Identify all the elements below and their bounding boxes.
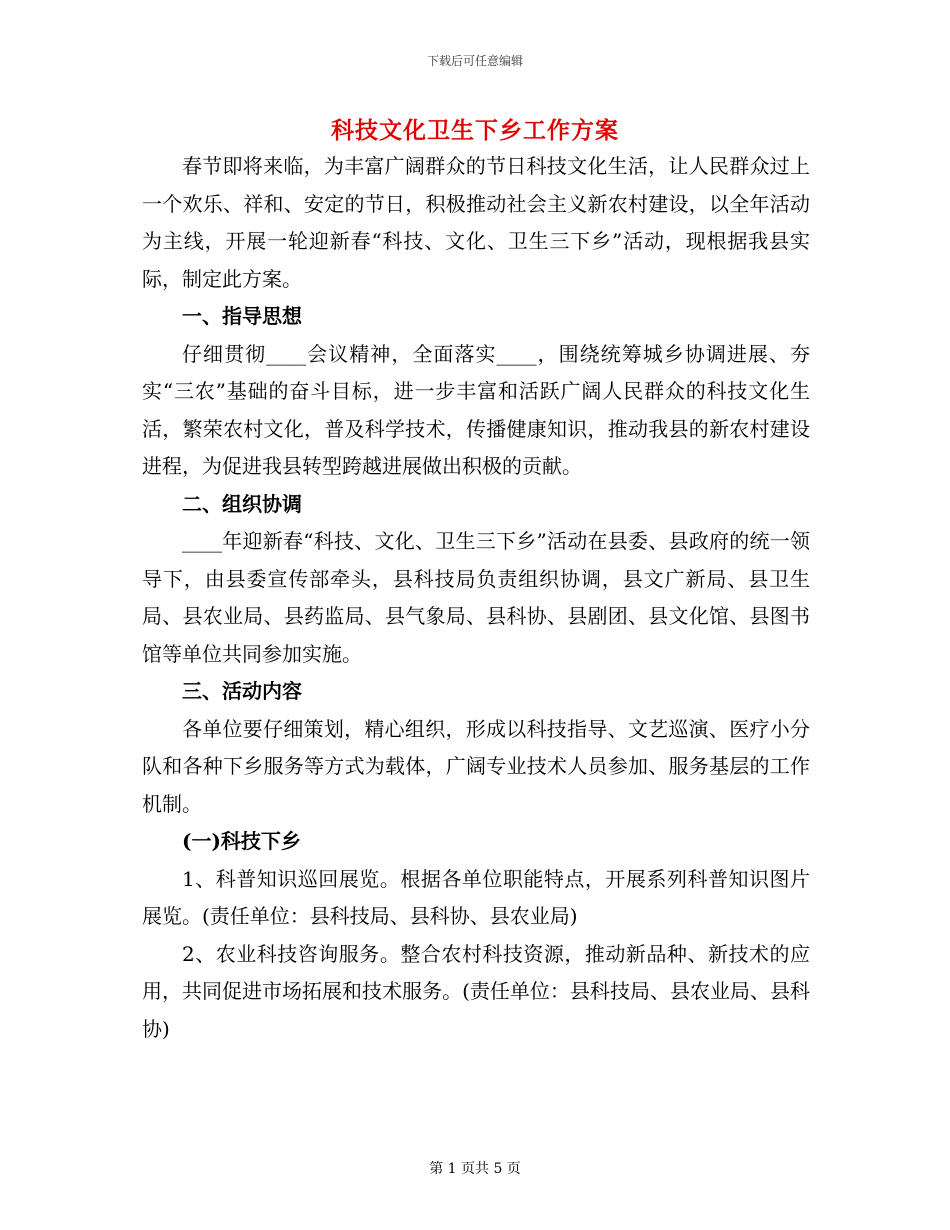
document-title: 科技文化卫生下乡工作方案 [331,117,619,144]
guiding-thought-paragraph: 仔细贯彻____会议精神，全面落实____，围绕统筹城乡协调进展、夯实“三农”基础的奋斗目标，进一步丰富和活跃广阔人民群众的科技文化生活，繁荣农村文化，普及科学技术，传播健康知识，推动我县的新农村建设进程，为促进我县转型跨越进展做出积极的贡献。 [142,341,810,478]
organization-paragraph: ____年迎新春“科技、文化、卫生三下乡”活动在县委、县政府的统一领导下，由县委宣传部牵头，县科技局负责组织协调，县文广新局、县卫生局、县农业局、县药监局、县气象局、县科协、县剧团、县文化馆、县图书馆等单位共同参加实施。 [142,529,810,666]
page-footer-number: 第 1 页共 5 页 [429,1161,521,1177]
section-heading-guiding-thought: 一、指导思想 [182,304,302,328]
tech-item-2-paragraph: 2、农业科技咨询服务。整合农村科技资源，推动新品种、新技术的应用，共同促进市场拓展和技术服务。(责任单位：县科技局、县农业局、县科协) [142,941,810,1041]
section-heading-activities: 三、活动内容 [182,679,302,703]
document-body [142,148,810,1048]
tech-item-1-paragraph: 1、科普知识巡回展览。根据各单位职能特点，开展系列科普知识图片展览。(责任单位：县科技局、县科协、县农业局) [142,866,810,928]
subsection-heading-tech: (一)科技下乡 [182,829,301,853]
page-header-note: 下载后可任意编辑 [426,54,523,68]
activities-paragraph: 各单位要仔细策划，精心组织，形成以科技指导、文艺巡演、医疗小分队和各种下乡服务等方式为载体，广阔专业技术人员参加、服务基层的工作机制。 [142,716,810,816]
intro-paragraph: 春节即将来临，为丰富广阔群众的节日科技文化生活，让人民群众过上一个欢乐、祥和、安定的节日，积极推动社会主义新农村建设，以全年活动为主线，开展一轮迎新春“科技、文化、卫生三下乡”活动，现根据我县实际，制定此方案。 [142,154,810,291]
section-heading-organization: 二、组织协调 [182,491,302,516]
